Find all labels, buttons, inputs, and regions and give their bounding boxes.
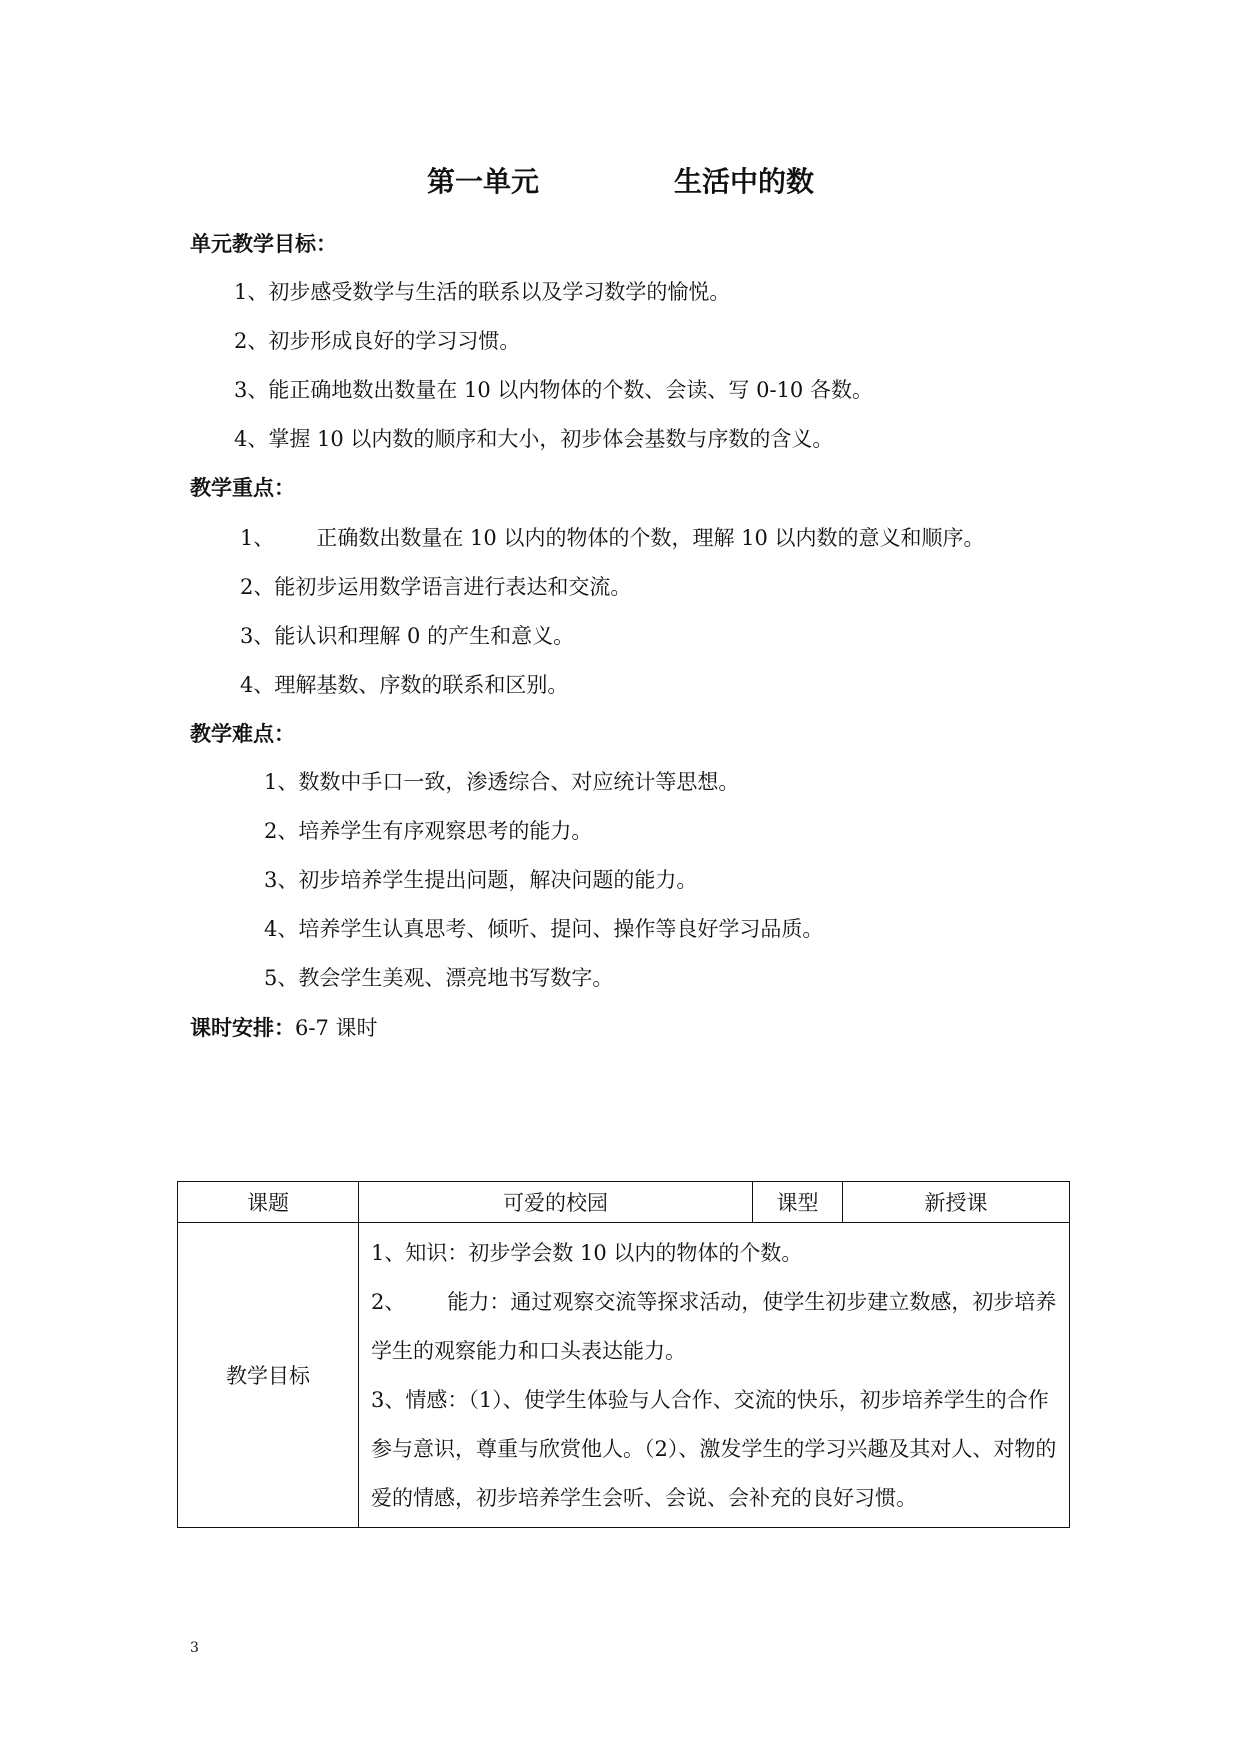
unit-number: 第一单元 bbox=[426, 165, 539, 198]
schedule-value: 6-7 课时 bbox=[295, 1016, 378, 1040]
key-point-text: 正确数出数量在 10 以内的物体的个数，理解 10 以内数的意义和顺序。 bbox=[316, 526, 985, 550]
goal-emotion: 3、情感：（1）、使学生体验与人合作、交流的快乐，初步培养学生的合作参与意识，尊重与欣赏他人。（2）、激发学生的学习兴趣及其对人、对物的爱的情感，初步培养学生会听、会说、会补充的良好习惯。 bbox=[371, 1388, 1057, 1510]
page-number: 3 bbox=[190, 1640, 199, 1656]
topic-label-cell: 课题 bbox=[178, 1182, 359, 1223]
difficulty-item: 4、培养学生认真思考、倾听、提问、操作等良好学习品质。 bbox=[264, 917, 824, 941]
goal-label-cell: 教学目标 bbox=[178, 1223, 359, 1528]
goal-ability-text: 能力：通过观察交流等探求活动，使学生初步建立数感，初步培养学生的观察能力和口头表达能力。 bbox=[371, 1290, 1057, 1363]
key-point-item bbox=[240, 522, 985, 552]
lesson-table bbox=[177, 1181, 1070, 1528]
goal-item: 1、初步感受数学与生活的联系以及学习数学的愉悦。 bbox=[234, 280, 731, 304]
difficulty-item: 5、教会学生美观、漂亮地书写数字。 bbox=[264, 966, 614, 990]
key-point-number: 1、 bbox=[240, 526, 275, 550]
table-row bbox=[178, 1223, 1070, 1528]
key-points-heading: 教学重点： bbox=[190, 476, 295, 500]
key-point-item: 4、理解基数、序数的联系和区别。 bbox=[240, 673, 569, 697]
difficulty-item: 2、培养学生有序观察思考的能力。 bbox=[264, 819, 593, 843]
difficulty-item: 1、数数中手口一致，渗透综合、对应统计等思想。 bbox=[264, 770, 740, 794]
type-label-cell: 课型 bbox=[753, 1182, 843, 1223]
schedule-label: 课时安排： bbox=[190, 1016, 295, 1040]
goal-item: 3、能正确地数出数量在 10 以内物体的个数、会读、写 0-10 各数。 bbox=[234, 378, 873, 402]
schedule bbox=[190, 1012, 378, 1042]
key-point-item: 2、能初步运用数学语言进行表达和交流。 bbox=[240, 575, 632, 599]
table-row bbox=[178, 1182, 1070, 1223]
type-value-cell: 新授课 bbox=[843, 1182, 1070, 1223]
goal-ability-number: 2、 bbox=[371, 1290, 406, 1314]
difficulty-item: 3、初步培养学生提出问题，解决问题的能力。 bbox=[264, 868, 698, 892]
goal-ability bbox=[371, 1278, 1061, 1376]
goal-item: 4、掌握 10 以内数的顺序和大小，初步体会基数与序数的含义。 bbox=[234, 427, 834, 451]
difficulties-heading: 教学难点： bbox=[190, 722, 295, 746]
goal-item: 2、初步形成良好的学习习惯。 bbox=[234, 329, 521, 353]
goals-heading: 单元教学目标： bbox=[190, 232, 337, 256]
page-title bbox=[0, 160, 1241, 200]
key-point-item: 3、能认识和理解 0 的产生和意义。 bbox=[240, 624, 575, 648]
goal-content-cell bbox=[359, 1223, 1070, 1528]
goal-knowledge: 1、知识：初步学会数 10 以内的物体的个数。 bbox=[371, 1241, 803, 1265]
topic-value-cell: 可爱的校园 bbox=[359, 1182, 753, 1223]
unit-name: 生活中的数 bbox=[674, 165, 815, 198]
